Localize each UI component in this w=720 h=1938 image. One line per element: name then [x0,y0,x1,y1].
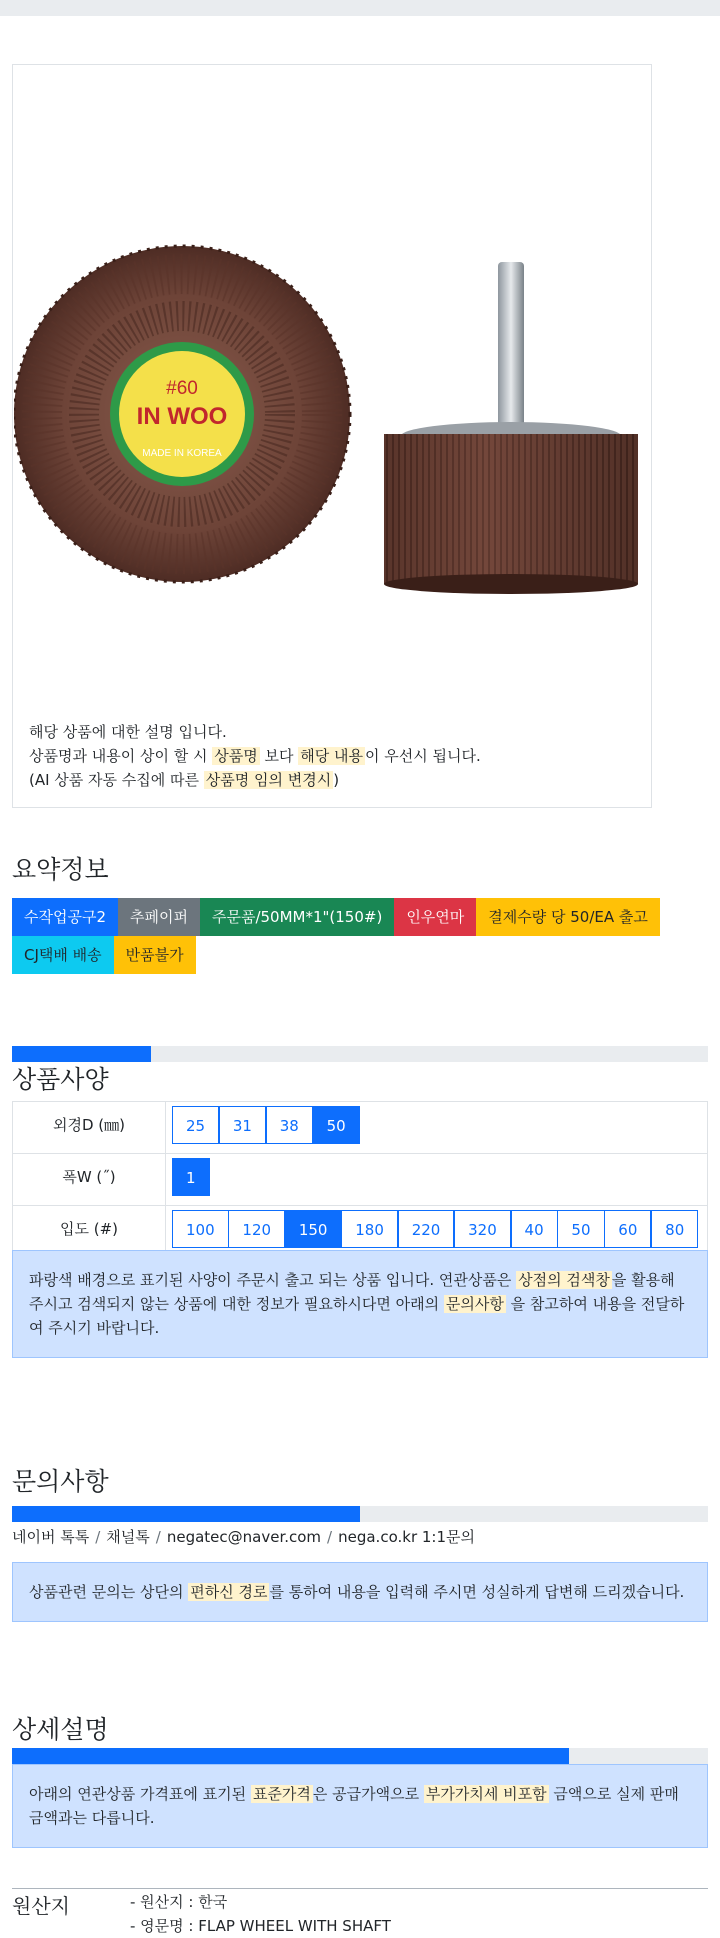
category-badge: 수작업공구2 [12,898,118,936]
detail-progress [12,1748,708,1764]
summary-badges [12,898,712,974]
inquiry-notice: 상품관련 문의는 상단의 편하신 경로 를 통하여 내용을 입력해 주시면 성실하게 답변해 드리겠습니다. [12,1562,708,1622]
return-badge: 반품불가 [114,936,196,974]
made-in-label: MADE IN KOREA [142,448,222,459]
origin-english-name: - 영문명 : FLAP WHEEL WITH SHAFT [130,1917,391,1935]
option-180[interactable]: 180 [341,1210,398,1248]
spec-row-width [13,1154,708,1206]
option-150[interactable]: 150 [285,1210,342,1248]
contact-naver-talk[interactable]: 네이버 톡톡 [12,1528,90,1546]
origin-country: - 원산지 : 한국 [130,1893,228,1911]
option-40[interactable]: 40 [511,1210,558,1248]
flap-wheel-side [384,262,638,594]
spec-row-diameter [13,1102,708,1154]
origin-heading: 원산지 [12,1894,70,1918]
brand-label: IN WOO [136,403,228,430]
shipping-badge: CJ택배 배송 [12,936,114,974]
summary-heading: 요약정보 [12,855,109,884]
top-progress-bar [0,0,720,16]
spec-table [12,1101,708,1258]
contact-email[interactable]: negatec@naver.com [166,1528,322,1546]
origin-divider [12,1888,708,1889]
spec-heading: 상품사양 [12,1065,109,1094]
option-50[interactable]: 50 [313,1106,360,1144]
option-120[interactable]: 120 [228,1210,285,1248]
inquiry-progress [12,1506,708,1522]
option-1[interactable]: 1 [172,1158,210,1196]
spec-label: 입도 (#) [13,1206,166,1258]
origin-list [130,1890,391,1938]
subcategory-badge: 추페이퍼 [118,898,200,936]
contact-site-inquiry[interactable]: nega.co.kr 1:1문의 [338,1528,475,1546]
option-100[interactable]: 100 [172,1210,229,1248]
grit-label: #60 [166,378,198,399]
maker-badge: 인우연마 [394,898,476,936]
order-badge: 주문품/50MM*1"(150#) [200,898,394,936]
option-50[interactable]: 50 [557,1210,604,1248]
spec-label: 외경D (㎜) [13,1102,166,1154]
detail-notice: 아래의 연관상품 가격표에 표기된 표준가격 은 공급가액으로 부가가치세 비포함 금액으로 실제 판매금액과는 다릅니다. [12,1764,708,1848]
product-image-card [12,64,652,808]
option-60[interactable]: 60 [604,1210,651,1248]
flap-wheel-front [14,246,350,582]
spec-label: 폭W (˝) [13,1154,166,1206]
contact-links: 네이버 톡톡 / 채널톡 / negatec@naver.com / nega.co.kr 1:1문의 [12,1528,475,1546]
option-31[interactable]: 31 [219,1106,266,1144]
spec-progress [12,1046,708,1062]
option-320[interactable]: 320 [454,1210,511,1248]
spec-notice: 파랑색 배경으로 표기된 사양이 주문시 출고 되는 상품 입니다. 연관상품은 상점의 검색창 을 활용해 주시고 검색되지 않는 상품에 대한 정보가 필요하시다면 아래의 문의사항 을 참고하여 내용을 전달하여 주시기 바랍니다. [12,1250,708,1358]
option-220[interactable]: 220 [398,1210,455,1248]
option-80[interactable]: 80 [651,1210,698,1248]
product-photo [14,66,650,706]
option-25[interactable]: 25 [172,1106,219,1144]
option-38[interactable]: 38 [266,1106,313,1144]
product-description: 해당 상품에 대한 설명 입니다. 상품명과 내용이 상이 할 시 상품명 보다 해당 내용 이 우선시 됩니다. (AI 상품 자동 수집에 따른 상품명 임의 변경시 ) [29,723,481,789]
contact-channel-talk[interactable]: 채널톡 [106,1528,150,1546]
inquiry-heading: 문의사항 [12,1467,109,1496]
quantity-badge: 결제수량 당 50/EA 출고 [476,898,660,936]
detail-heading: 상세설명 [12,1715,109,1744]
